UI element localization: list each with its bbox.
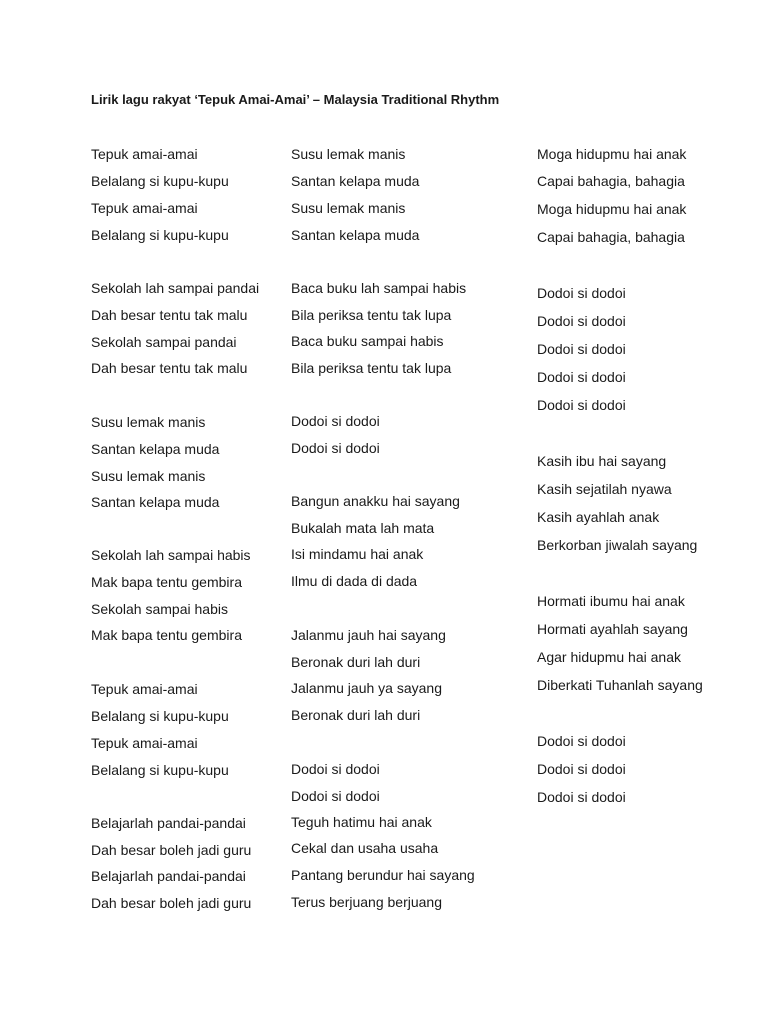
lyric-line: Kasih sejatilah nyawa bbox=[537, 481, 672, 497]
lyric-line: Santan kelapa muda bbox=[291, 227, 420, 243]
lyric-line: Baca buku sampai habis bbox=[291, 333, 444, 349]
lyric-line: Hormati ibumu hai anak bbox=[537, 593, 685, 609]
lyric-line: Beronak duri lah duri bbox=[291, 707, 421, 723]
lyric-line: Pantang berundur hai sayang bbox=[291, 867, 475, 883]
lyric-line: Susu lemak manis bbox=[291, 146, 406, 162]
lyric-line: Moga hidupmu hai anak bbox=[537, 201, 687, 217]
lyric-line: Belalang si kupu-kupu bbox=[91, 173, 229, 189]
lyric-line: Bila periksa tentu tak lupa bbox=[291, 360, 452, 376]
lyric-line: Sekolah lah sampai habis bbox=[91, 547, 251, 563]
lyric-line: Baca buku lah sampai habis bbox=[291, 280, 467, 296]
lyric-line: Cekal dan usaha usaha bbox=[291, 840, 439, 856]
lyric-line: Dah besar boleh jadi guru bbox=[91, 842, 252, 858]
lyric-line: Berkorban jiwalah sayang bbox=[537, 537, 698, 553]
lyric-line: Tepuk amai-amai bbox=[91, 146, 198, 162]
lyric-line: Dodoi si dodoi bbox=[537, 369, 626, 385]
lyric-line: Kasih ibu hai sayang bbox=[537, 453, 667, 469]
lyric-line: Tepuk amai-amai bbox=[91, 735, 198, 751]
lyric-line: Dodoi si dodoi bbox=[537, 733, 626, 749]
lyric-line: Belajarlah pandai-pandai bbox=[91, 815, 246, 831]
lyric-line: Hormati ayahlah sayang bbox=[537, 621, 688, 637]
lyric-line: Belalang si kupu-kupu bbox=[91, 227, 229, 243]
lyric-line: Bila periksa tentu tak lupa bbox=[291, 307, 452, 323]
lyric-line: Dodoi si dodoi bbox=[537, 761, 626, 777]
lyric-line: Capai bahagia, bahagia bbox=[537, 173, 685, 189]
lyric-line: Diberkati Tuhanlah sayang bbox=[537, 677, 703, 693]
lyric-line: Sekolah sampai pandai bbox=[91, 334, 237, 350]
lyric-line: Belalang si kupu-kupu bbox=[91, 708, 229, 724]
lyric-line: Dodoi si dodoi bbox=[291, 761, 380, 777]
lyric-line: Jalanmu jauh ya sayang bbox=[291, 680, 442, 696]
lyric-line: Sekolah sampai habis bbox=[91, 601, 228, 617]
lyric-line: Mak bapa tentu gembira bbox=[91, 627, 242, 643]
lyric-line: Dodoi si dodoi bbox=[291, 413, 380, 429]
lyric-line: Teguh hatimu hai anak bbox=[291, 814, 432, 830]
lyric-line: Agar hidupmu hai anak bbox=[537, 649, 681, 665]
lyric-line: Susu lemak manis bbox=[291, 200, 406, 216]
lyric-line: Isi mindamu hai anak bbox=[291, 546, 424, 562]
lyric-line: Dodoi si dodoi bbox=[537, 341, 626, 357]
lyric-line: Susu lemak manis bbox=[91, 468, 206, 484]
lyric-line: Ilmu di dada di dada bbox=[291, 573, 418, 589]
lyric-line: Dodoi si dodoi bbox=[537, 285, 626, 301]
lyric-line: Dodoi si dodoi bbox=[537, 397, 626, 413]
lyric-line: Dodoi si dodoi bbox=[291, 788, 380, 804]
lyric-line: Tepuk amai-amai bbox=[91, 681, 198, 697]
lyric-line: Dodoi si dodoi bbox=[291, 440, 380, 456]
lyric-line: Santan kelapa muda bbox=[91, 441, 220, 457]
lyric-line: Capai bahagia, bahagia bbox=[537, 229, 685, 245]
lyric-line: Kasih ayahlah anak bbox=[537, 509, 660, 525]
lyric-line: Terus berjuang berjuang bbox=[291, 894, 442, 910]
lyric-line: Dodoi si dodoi bbox=[537, 313, 626, 329]
document-title: Lirik lagu rakyat ‘Tepuk Amai-Amai’ – Malaysia Traditional Rhythm bbox=[91, 92, 500, 107]
lyric-line: Dah besar tentu tak malu bbox=[91, 360, 248, 376]
lyric-line: Dodoi si dodoi bbox=[537, 789, 626, 805]
lyric-line: Mak bapa tentu gembira bbox=[91, 574, 242, 590]
lyric-line: Moga hidupmu hai anak bbox=[537, 146, 687, 162]
lyric-line: Santan kelapa muda bbox=[291, 173, 420, 189]
lyric-line: Dah besar tentu tak malu bbox=[91, 307, 248, 323]
lyric-line: Bukalah mata lah mata bbox=[291, 520, 435, 536]
lyric-line: Santan kelapa muda bbox=[91, 494, 220, 510]
lyric-line: Tepuk amai-amai bbox=[91, 200, 198, 216]
lyric-line: Beronak duri lah duri bbox=[291, 654, 421, 670]
lyric-line: Bangun anakku hai sayang bbox=[291, 493, 460, 509]
lyric-line: Belalang si kupu-kupu bbox=[91, 762, 229, 778]
lyric-line: Dah besar boleh jadi guru bbox=[91, 895, 252, 911]
lyric-line: Jalanmu jauh hai sayang bbox=[291, 627, 446, 643]
lyric-line: Susu lemak manis bbox=[91, 414, 206, 430]
lyric-line: Sekolah lah sampai pandai bbox=[91, 280, 260, 296]
lyric-line: Belajarlah pandai-pandai bbox=[91, 868, 246, 884]
